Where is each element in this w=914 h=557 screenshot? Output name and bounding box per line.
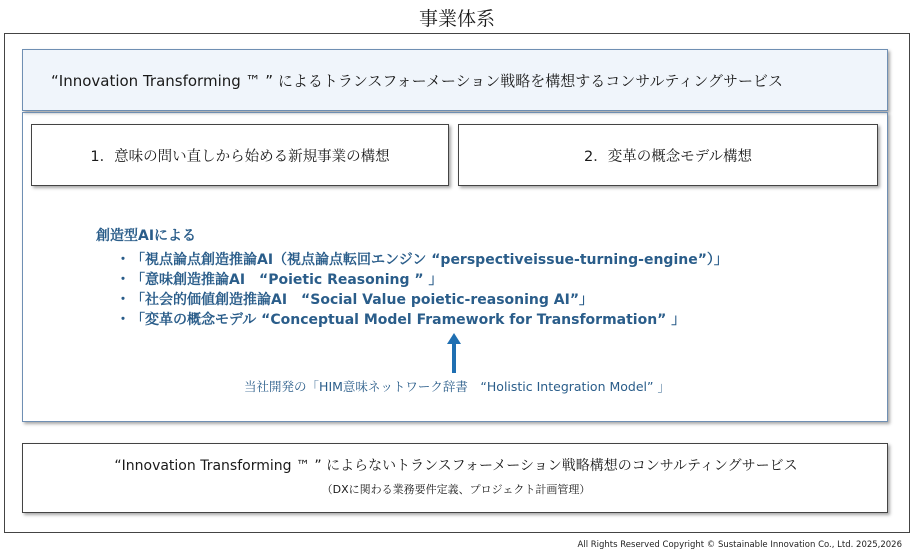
innovation-transforming-service-box	[22, 49, 888, 111]
bullet: ・	[116, 312, 130, 328]
him-dictionary-label: 当社開発の「HIM意味ネットワーク辞書 “Holistic Integration Model” 」	[244, 379, 670, 394]
bullet: ・	[116, 272, 130, 288]
ai-item-conceptual-model: 「変革の概念モデル “Conceptual Model Framework for Transformation” 」	[131, 312, 686, 328]
bullet: ・	[116, 252, 130, 268]
list-item	[116, 250, 728, 270]
ai-item-perspective-engine: 「視点論点創造推論AI（視点論点転回エンジン “perspectiveissue-turning-engine”）」	[131, 252, 728, 268]
list-item	[116, 270, 728, 290]
bottom-service-label: “Innovation Transforming ™ ” によらないトランスフォーメーション戦略構想のコンサルティングサービス	[114, 458, 798, 474]
bullet: ・	[116, 292, 130, 308]
ai-heading: 創造型AIによる	[96, 228, 197, 244]
up-arrow-icon	[447, 333, 461, 373]
new-business-service-box	[31, 124, 449, 186]
non-innovation-service-box	[22, 443, 888, 513]
ai-item-poietic-reasoning: 「意味創造推論AI “Poietic Reasoning ” 」	[131, 272, 443, 288]
top-service-label: “Innovation Transforming ™ ” によるトランスフォーメーション戦略を構想するコンサルティングサービス	[51, 71, 784, 90]
service-2-label: 2．変革の概念モデル構想	[584, 148, 752, 165]
copyright-notice: All Rights Reserved Copyright © Sustainable Innovation Co., Ltd. 2025,2026	[577, 540, 902, 550]
list-item	[116, 310, 728, 330]
list-item	[116, 290, 728, 310]
page-title: 事業体系	[418, 8, 495, 30]
service-1-label: 1．意味の問い直しから始める新規事業の構想	[90, 148, 390, 165]
ai-item-social-value: 「社会的価値創造推論AI “Social Value poietic-reasoning AI”」	[131, 292, 594, 308]
ai-engine-list	[116, 250, 728, 330]
bottom-service-sublabel: （DXに関わる業務要件定義、プロジェクト計画管理）	[321, 483, 591, 496]
transformation-model-service-box	[458, 124, 878, 186]
